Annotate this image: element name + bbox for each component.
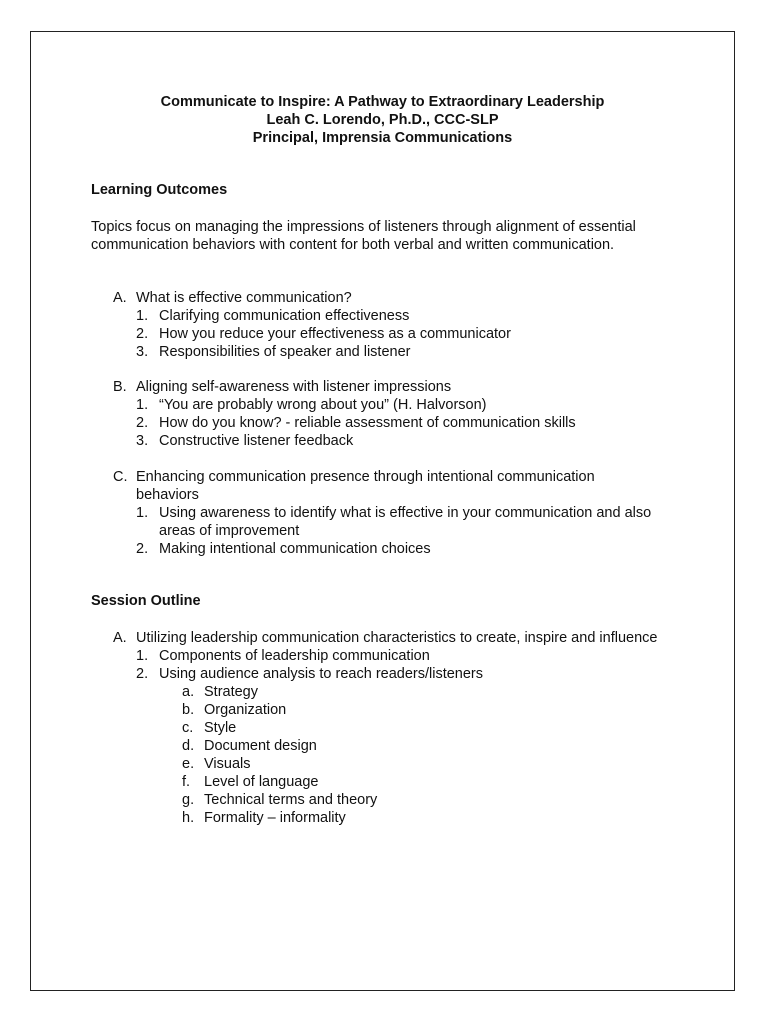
author-affiliation: Principal, Imprensia Communications [252,130,513,146]
list-marker: g. [182,792,195,808]
list-marker: f. [182,774,191,790]
list-item-text: Clarifying communication effectiveness [159,308,410,324]
session-outline-heading: Session Outline [91,593,201,609]
outcome-list-c [31,468,734,558]
list-marker: c. [182,720,194,736]
list-marker: e. [182,756,195,772]
list-item [31,378,734,396]
list-marker: A. [113,290,127,306]
list-item-text: behaviors [136,487,199,503]
list-item-text: Strategy [204,684,258,700]
list-marker: 2. [136,326,149,342]
list-item-text: Constructive listener feedback [159,433,354,449]
learning-outcomes-heading: Learning Outcomes [91,182,228,198]
list-item [31,719,734,737]
list-item-text: Visuals [204,756,251,772]
list-marker: 2. [136,666,149,682]
list-item [31,809,734,827]
list-item-text: Level of language [204,774,319,790]
list-item [31,629,734,647]
list-marker: 1. [136,397,149,413]
list-item [31,755,734,773]
intro-line: Topics focus on managing the impressions of listeners through alignment of essential [91,219,636,235]
list-item-text: Utilizing leadership communication characteristics to create, inspire and influence [136,630,658,646]
list-item-text: Style [204,720,237,736]
outcome-list-b [31,378,734,450]
session-list-a [31,629,734,827]
list-marker: 1. [136,308,149,324]
list-item-continuation [31,522,734,540]
list-item [31,432,734,450]
list-marker: 2. [136,541,149,557]
list-marker: a. [182,684,195,700]
list-item [31,647,734,665]
list-item [31,791,734,809]
list-item [31,701,734,719]
list-marker: d. [182,738,195,754]
list-item [31,468,734,486]
list-marker: 3. [136,344,149,360]
list-item-text: Organization [204,702,287,718]
document-page [30,31,735,991]
list-item [31,307,734,325]
list-item [31,737,734,755]
list-item-text: Technical terms and theory [204,792,378,808]
list-item-text: Responsibilities of speaker and listener [159,344,411,360]
list-item [31,289,734,307]
list-item-text: Using audience analysis to reach readers/listeners [159,666,484,682]
list-item-text: How do you know? - reliable assessment of communication skills [159,415,576,431]
list-item [31,773,734,791]
list-item-text: Aligning self-awareness with listener impressions [136,379,452,395]
list-item-text: Using awareness to identify what is effective in your communication and also [159,505,652,521]
list-item-text: Formality – informality [204,810,346,826]
list-marker: 1. [136,505,149,521]
list-item [31,414,734,432]
list-item-text: “You are probably wrong about you” (H. Halvorson) [159,397,487,413]
list-marker: C. [113,469,128,485]
list-marker: 1. [136,648,149,664]
list-item-text: What is effective communication? [136,290,352,306]
document-title: Communicate to Inspire: A Pathway to Extraordinary Leadership [160,94,605,110]
list-item [31,343,734,361]
list-marker: 3. [136,433,149,449]
list-item [31,325,734,343]
list-item-text: How you reduce your effectiveness as a communicator [159,326,511,342]
author-name: Leah C. Lorendo, Ph.D., CCC-SLP [266,112,499,128]
list-item-text: Components of leadership communication [159,648,430,664]
list-item [31,540,734,558]
list-marker: A. [113,630,127,646]
learning-outcomes-intro [91,218,681,254]
list-marker: B. [113,379,127,395]
list-item-text: areas of improvement [159,523,300,539]
intro-line: communication behaviors with content for both verbal and written communication. [91,237,615,253]
document-header [31,93,734,147]
list-item-text: Document design [204,738,317,754]
list-marker: b. [182,702,195,718]
list-marker: h. [182,810,195,826]
outcome-list-a [31,289,734,361]
list-item-text: Making intentional communication choices [159,541,431,557]
list-item-text: Enhancing communication presence through intentional communication [136,469,595,485]
list-item [31,504,734,522]
list-item [31,396,734,414]
list-item [31,665,734,683]
list-item [31,683,734,701]
list-marker: 2. [136,415,149,431]
list-item-continuation [31,486,734,504]
